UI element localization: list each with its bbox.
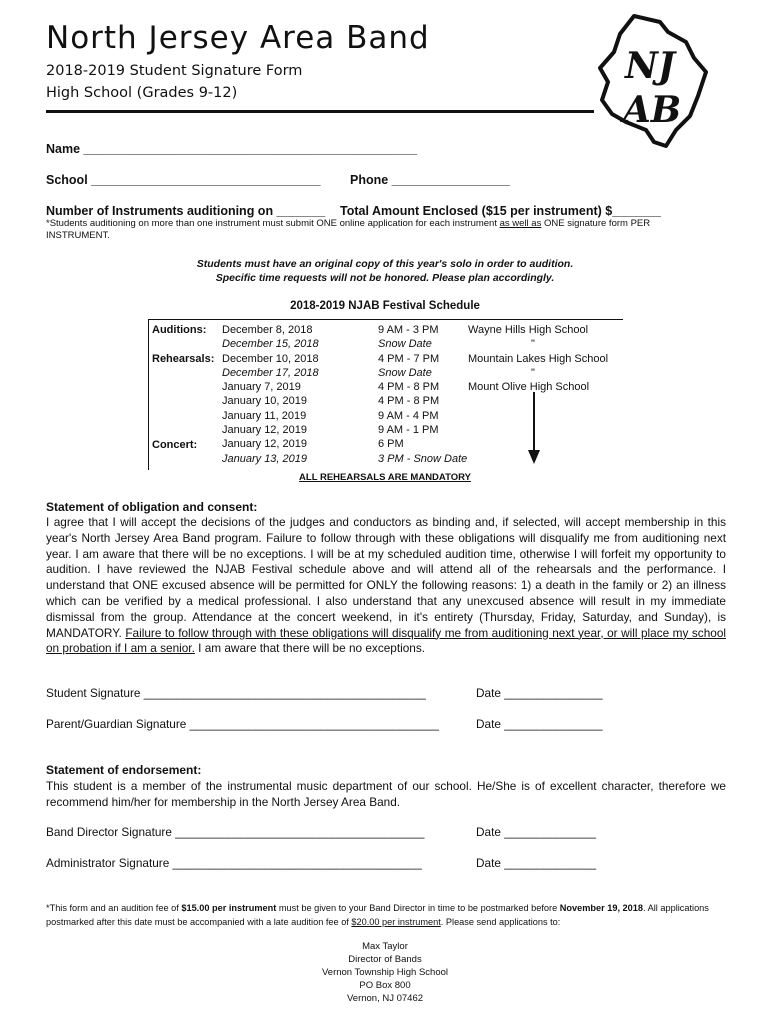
- page-title: North Jersey Area Band: [46, 20, 430, 56]
- logo-text-ab: AB: [622, 89, 682, 131]
- address-box: PO Box 800: [359, 980, 411, 991]
- address-city: Vernon, NJ 07462: [346, 993, 424, 1004]
- schedule-date: January 11, 2019: [222, 409, 307, 422]
- schedule-date: December 8, 2018: [222, 324, 313, 336]
- schedule-date: January 7, 2019: [222, 381, 301, 394]
- address-name: Max Taylor: [362, 941, 408, 952]
- parent-signature-field[interactable]: Parent/Guardian Signature ______________________________________: [46, 717, 439, 731]
- ditto-mark: ": [531, 338, 535, 350]
- schedule-dates: [222, 323, 319, 466]
- arrow-down-icon: [526, 392, 542, 466]
- total-amount-field[interactable]: Total Amount Enclosed ($15 per instrument) $_______: [340, 204, 661, 218]
- director-signature-field[interactable]: Band Director Signature ______________________________________: [46, 825, 425, 839]
- schedule-date: January 12, 2019: [222, 424, 308, 437]
- schedule-date: December 15, 2018: [222, 338, 319, 351]
- address-title: Director of Bands: [348, 954, 422, 965]
- address-school: Vernon Township High School: [321, 967, 449, 978]
- schedule-time: 6 PM: [378, 438, 404, 451]
- njab-logo: [594, 12, 712, 152]
- schedule-times: [378, 323, 467, 466]
- schedule-date: December 17, 2018: [222, 366, 319, 379]
- schedule-time: 9 AM - 3 PM: [378, 324, 439, 336]
- schedule-time: 4 PM - 8 PM: [378, 381, 440, 394]
- endorsement-heading: Statement of endorsement:: [46, 763, 202, 777]
- auditions-label: Auditions:: [152, 324, 207, 336]
- location-mountain-lakes: Mountain Lakes High School: [468, 353, 609, 365]
- instruments-count-field[interactable]: Number of Instruments auditioning on _______: [46, 204, 326, 218]
- schedule-time: Snow Date: [378, 366, 432, 379]
- parent-date-field[interactable]: Date _______________: [476, 717, 603, 731]
- solo-notice-line1: Students must have an original copy of this year's solo in order to audition.: [196, 258, 574, 270]
- schedule-title: 2018-2019 NJAB Festival Schedule: [290, 300, 480, 312]
- logo-text-nj: NJ: [625, 45, 675, 87]
- fee-instructions: *This form and an audition fee of $15.00 per instrument must be given to your Band Director in time to be postmarked before November 19, 2018. All applications postmarked after this date must be accompanied with a late audition fee of $20.00 per instrument. Please send applications to:: [46, 903, 709, 927]
- rehearsals-label: Rehearsals:: [152, 353, 215, 365]
- ditto-mark: ": [531, 367, 535, 379]
- name-field[interactable]: Name ________________________________________________: [46, 142, 418, 156]
- rehearsals-mandatory: ALL REHEARSALS ARE MANDATORY: [299, 472, 471, 483]
- admin-date-field[interactable]: Date ______________: [476, 856, 597, 870]
- solo-notice-line2: Specific time requests will not be honored. Please plan accordingly.: [215, 272, 555, 284]
- student-date-field[interactable]: Date _______________: [476, 686, 603, 700]
- endorsement-text: This student is a member of the instrumental music department of our school. He/She is of excellent character, therefore we recommend him/her for membership in the North Jersey Area Band.: [46, 779, 726, 809]
- schedule-date: December 10, 2018: [222, 352, 319, 365]
- schedule-date: January 12, 2019: [222, 438, 308, 451]
- schedule-time: 9 AM - 1 PM: [378, 424, 439, 437]
- multi-instrument-note: *Students auditioning on more than one instrument must submit ONE online application for each instrument as well as ONE signature form PER INSTRUMENT.: [46, 218, 651, 241]
- form-subtitle: 2018-2019 Student Signature Form: [46, 63, 303, 79]
- schedule-date: January 13, 2019: [222, 452, 308, 465]
- schedule-date: January 10, 2019: [222, 395, 308, 408]
- obligation-heading: Statement of obligation and consent:: [46, 500, 258, 514]
- concert-label: Concert:: [152, 439, 198, 451]
- school-field[interactable]: School _________________________________: [46, 173, 321, 187]
- location-wayne-hills: Wayne Hills High School: [468, 324, 589, 336]
- grade-level: High School (Grades 9-12): [46, 85, 238, 101]
- admin-signature-field[interactable]: Administrator Signature ______________________________________: [46, 856, 422, 870]
- schedule-time: Snow Date: [378, 338, 432, 351]
- obligation-text: I agree that I will accept the decisions of the judges and conductors as binding and, if selected, will accept membership in this year's North Jersey Area Band program. Failure to follow through with these obligations will disqualify me from auditioning next year. I am aware that there will be no exceptions. I will be at my scheduled audition time, otherwise I will forfeit my opportunity to audition. I have reviewed the NJAB Festival schedule above and will attend all of the rehearsals and the performance. I understand that ONE excused absence will be permitted for ONLY the following reasons: 1) a death in the family or 2) an illness which can be verified by a medical professional. I also understand that any unexcused absence will result in my immediate dismissal from the group. Attendance at the concert weekend, in it's entirety (Thursday, Friday, Saturday, and Sunday), is MANDATORY. Failure to follow through with these obligations will disqualify me from auditioning next year, or will place my school on probation if I am a senior. I am aware that there will be no exceptions.: [46, 515, 726, 656]
- schedule-time: 3 PM - Snow Date: [378, 452, 468, 465]
- schedule-time: 9 AM - 4 PM: [378, 409, 439, 422]
- header-rule: [46, 110, 594, 113]
- schedule-time: 4 PM - 8 PM: [378, 395, 440, 408]
- location-mount-olive: Mount Olive High School: [468, 381, 590, 393]
- director-date-field[interactable]: Date ______________: [476, 825, 597, 839]
- schedule-time: 4 PM - 7 PM: [378, 352, 440, 365]
- mailing-address: [46, 940, 724, 1005]
- phone-field[interactable]: Phone _________________: [350, 173, 510, 187]
- student-signature-field[interactable]: Student Signature ___________________________________________: [46, 686, 426, 700]
